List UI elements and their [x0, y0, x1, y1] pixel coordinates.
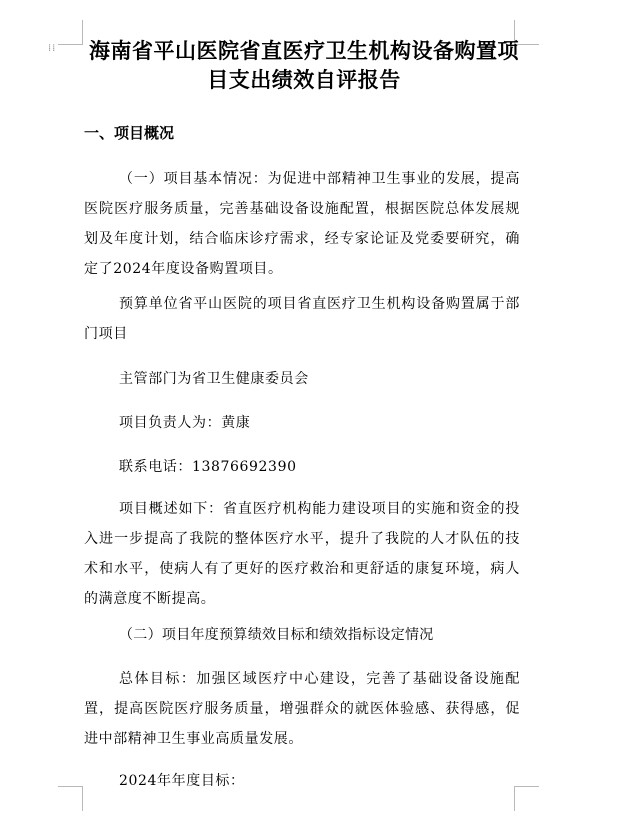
- paragraph-department: 主管部门为省卫生健康委员会: [119, 371, 309, 387]
- page-corner-mark-bottom-left: [58, 786, 83, 811]
- paragraph-overall-goal: 总体目标：加强区域医疗中心建设，完善了基础设备设施配置，提高医院医疗服务质量，增强群众的就医体验感、获得感，促进中部精神卫生事业高质量发展。: [84, 671, 520, 747]
- drag-handle-icon[interactable]: ⁞⁞: [48, 43, 57, 54]
- page-corner-mark-top-left: [58, 20, 83, 45]
- paragraph-basic-info: （一）项目基本情况：为促进中部精神卫生事业的发展，提高医院医疗服务质量，完善基础设备设施配置，根据医院总体发展规划及年度计划，结合临床诊疗需求，经专家论证及党委要研究，确定了2024年度设备购置项目。: [84, 171, 520, 277]
- paragraph-annual-goal: 2024年年度目标：: [119, 773, 245, 789]
- paragraph-subsection-heading: （二）项目年度预算绩效目标和绩效指标设定情况: [119, 627, 434, 643]
- paragraph-project-lead: 项目负责人为：黄康: [119, 415, 251, 431]
- document-page: [84, 36, 524, 94]
- section-heading: 一、项目概况: [84, 124, 175, 142]
- paragraph-contact-phone: 联系电话：13876692390: [119, 459, 297, 475]
- paragraph-budget-unit: 预算单位省平山医院的项目省直医疗卫生机构设备购置属于部门项目: [84, 296, 520, 342]
- paragraph-overview: 项目概述如下：省直医疗机构能力建设项目的实施和资金的投入进一步提高了我院的整体医疗水平，提升了我院的人才队伍的技术和水平，使病人有了更好的医疗救治和更舒适的康复环境，病人的满意度不断提高。: [84, 501, 520, 607]
- document-title: 海南省平山医院省直医疗卫生机构设备购置项目支出绩效自评报告: [89, 38, 519, 92]
